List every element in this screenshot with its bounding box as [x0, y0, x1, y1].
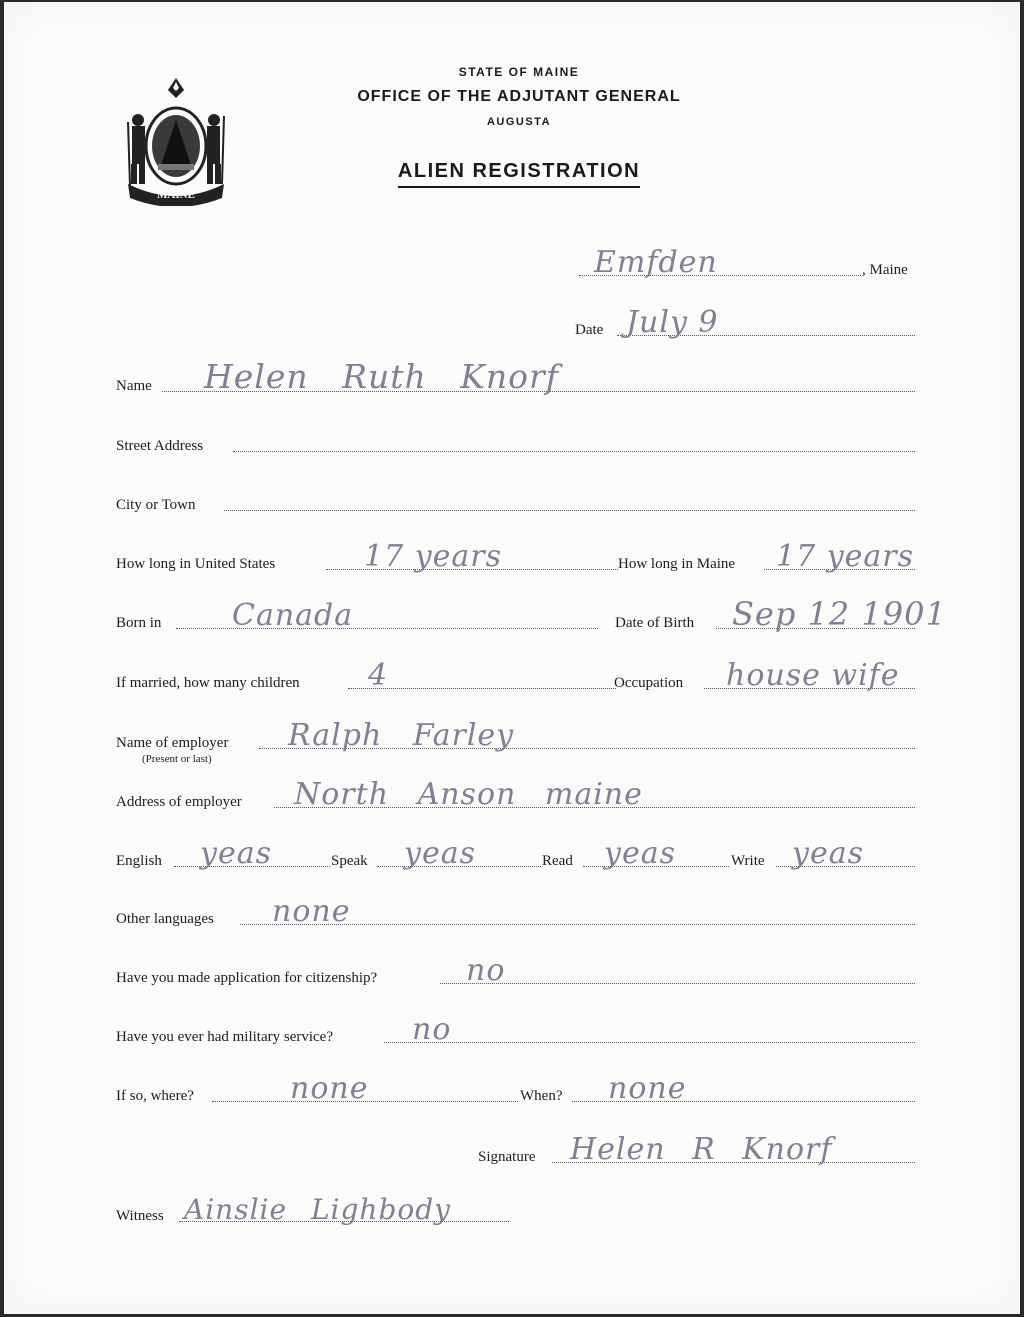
- children-label: If married, how many children: [116, 675, 300, 691]
- when-value[interactable]: none: [608, 1071, 687, 1106]
- occupation-label: Occupation: [614, 675, 684, 691]
- employer-sublabel: (Present or last): [142, 753, 212, 765]
- form-title: ALIEN REGISTRATION: [304, 160, 734, 188]
- city-row: [4, 487, 1020, 517]
- employer-address-row: [4, 777, 1020, 814]
- where-value[interactable]: none: [290, 1071, 369, 1106]
- city-label: City or Town: [116, 497, 196, 513]
- speak-label: Speak: [331, 853, 368, 869]
- signature-row: [4, 1132, 1020, 1169]
- town-row: [4, 245, 1020, 282]
- speak-value[interactable]: yeas: [404, 836, 476, 871]
- service-details-row: [4, 1071, 1020, 1108]
- date-of-birth-label: Date of Birth: [615, 615, 695, 631]
- residence-row: [4, 539, 1020, 576]
- signature-label: Signature: [478, 1149, 536, 1165]
- town-value[interactable]: Emfden: [594, 245, 718, 280]
- maine-label: , Maine: [862, 262, 908, 278]
- street-address-label: Street Address: [116, 438, 204, 454]
- name-row: [4, 357, 1020, 398]
- citizenship-value[interactable]: no: [466, 953, 506, 988]
- when-label: When?: [520, 1088, 563, 1104]
- state-heading: STATE OF MAINE: [458, 65, 580, 79]
- english-label: English: [116, 853, 162, 869]
- read-value[interactable]: yeas: [604, 836, 676, 871]
- read-label: Read: [542, 853, 573, 869]
- witness-value[interactable]: Ainslie Lighbody: [184, 1193, 451, 1226]
- military-value[interactable]: no: [412, 1012, 452, 1047]
- svg-text:MAINE: MAINE: [157, 189, 195, 201]
- military-row: [4, 1012, 1020, 1049]
- born-in-label: Born in: [116, 615, 162, 631]
- city-heading: AUGUSTA: [486, 116, 552, 128]
- how-long-maine-label: How long in Maine: [618, 556, 736, 572]
- english-value[interactable]: yeas: [200, 836, 272, 871]
- signature-value[interactable]: Helen R Knorf: [570, 1132, 833, 1167]
- other-languages-label: Other languages: [116, 911, 214, 927]
- maine-state-seal: [122, 76, 230, 206]
- office-heading: OFFICE OF THE ADJUTANT GENERAL: [357, 88, 681, 105]
- witness-row: [4, 1193, 1020, 1228]
- how-long-us-label: How long in United States: [116, 556, 276, 572]
- date-row: [4, 305, 1020, 342]
- employer-address-label: Address of employer: [116, 794, 242, 810]
- how-long-maine-value[interactable]: 17 years: [776, 539, 915, 574]
- language-skills-row: [4, 836, 1020, 873]
- other-languages-row: [4, 894, 1020, 931]
- employer-value[interactable]: Ralph Farley: [288, 718, 515, 753]
- birth-row: [4, 595, 1020, 635]
- citizenship-label: Have you made application for citizenship?: [116, 970, 378, 986]
- write-label: Write: [731, 853, 765, 869]
- date-of-birth-value[interactable]: Sep 12 1901: [732, 595, 947, 633]
- employer-address-value[interactable]: North Anson maine: [294, 777, 643, 812]
- military-label: Have you ever had military service?: [116, 1029, 333, 1045]
- how-long-us-value[interactable]: 17 years: [364, 539, 503, 574]
- write-value[interactable]: yeas: [792, 836, 864, 871]
- date-label: Date: [575, 322, 604, 338]
- witness-label: Witness: [116, 1208, 164, 1224]
- children-value[interactable]: 4: [368, 658, 389, 693]
- employer-label: Name of employer: [116, 735, 229, 751]
- street-address-row: [4, 428, 1020, 458]
- name-value[interactable]: Helen Ruth Knorf: [204, 357, 560, 396]
- employer-row: [4, 718, 1020, 765]
- registration-form: [4, 2, 1020, 1314]
- where-label: If so, where?: [116, 1088, 194, 1104]
- family-row: [4, 658, 1020, 695]
- born-in-value[interactable]: Canada: [232, 598, 354, 633]
- citizenship-row: [4, 953, 1020, 990]
- name-label: Name: [116, 378, 152, 394]
- other-languages-value[interactable]: none: [272, 894, 351, 929]
- date-value[interactable]: July 9: [626, 305, 719, 340]
- occupation-value[interactable]: house wife: [726, 658, 900, 693]
